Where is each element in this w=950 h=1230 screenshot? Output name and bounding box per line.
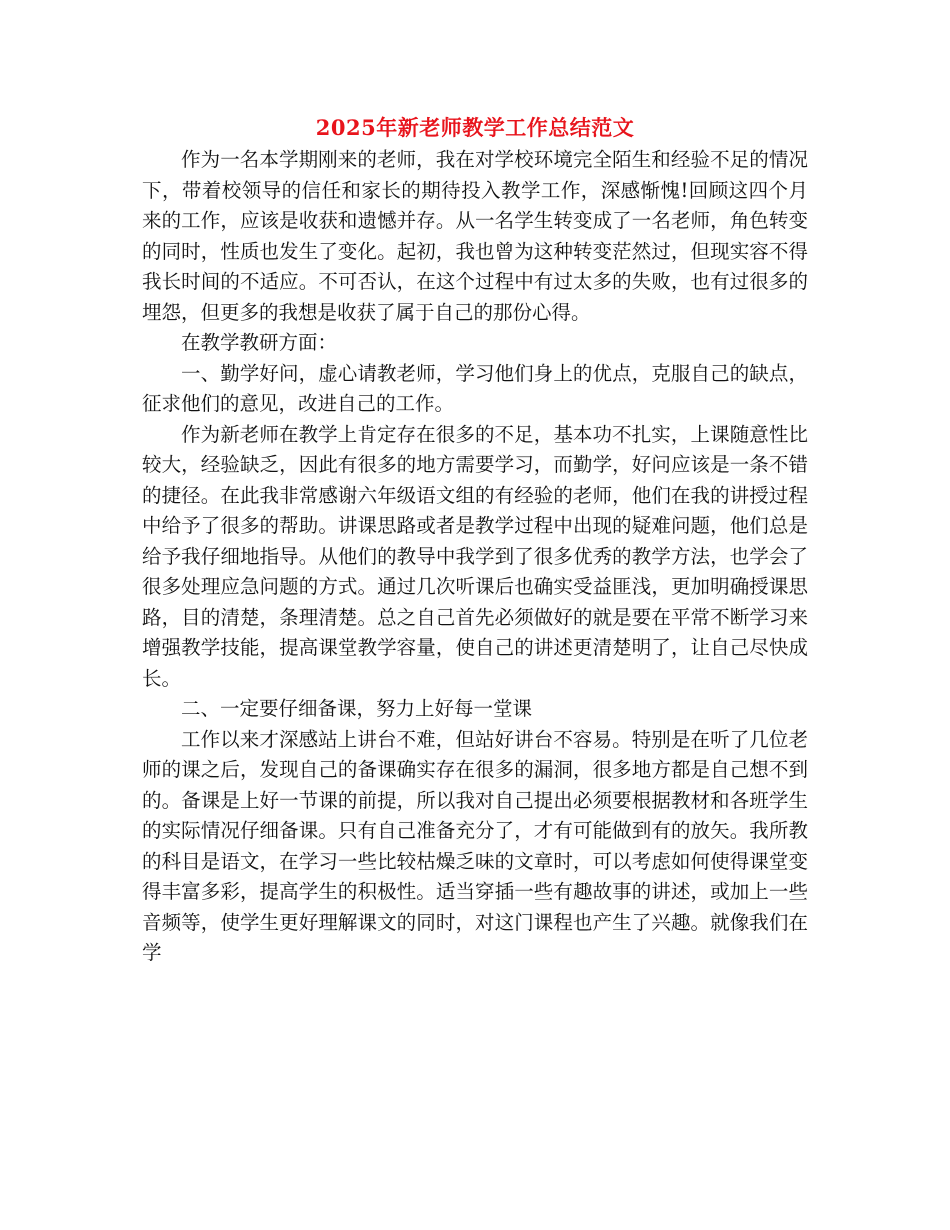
paragraph-point-one-detail: 作为新老师在教学上肯定存在很多的不足，基本功不扎实，上课随意性比较大，经验缺乏，因此有很多的地方需要学习，而勤学，好问应该是一条不错的捷径。在此我非常感谢六年级语文组的有经验的老师，他们在我的讲授过程中给予了很多的帮助。讲课思路或者是教学过程中出现的疑难问题，他们总是给予我仔细地指导。从他们的教导中我学到了很多优秀的教学方法，也学会了很多处理应急问题的方式。通过几次听课后也确实受益匪浅，更加明确授课思路，目的清楚，条理清楚。总之自己首先必须做好的就是要在平常不断学习来增强教学技能，提高课堂教学容量，使自己的讲述更清楚明了，让自己尽快成长。	[142, 422, 808, 690]
document-body	[142, 145, 808, 969]
paragraph-point-two-detail: 工作以来才深感站上讲台不难，但站好讲台不容易。特别是在听了几位老师的课之后，发现自己的备课确实存在很多的漏洞，很多地方都是自己想不到的。备课是上好一节课的前提，所以我对自己提出必须要根据教材和各班学生的实际情况仔细备课。只有自己准备充分了，才有可能做到有的放矢。我所教的科目是语文，在学习一些比较枯燥乏味的文章时，可以考虑如何使得课堂变得丰富多彩，提高学生的积极性。适当穿插一些有趣故事的讲述，或加上一些音频等，使学生更好理解课文的同时，对这门课程也产生了兴趣。就像我们在学	[142, 727, 808, 964]
paragraph-point-two: 二、一定要仔细备课，努力上好每一堂课	[181, 697, 533, 720]
paragraph-section-heading: 在教学教研方面：	[181, 331, 338, 354]
paragraph-intro: 作为一名本学期刚来的老师，我在对学校环境完全陌生和经验不足的情况下，带着校领导的信任和家长的期待投入教学工作，深感惭愧!回顾这四个月来的工作，应该是收获和遗憾并存。从一名学生转变成了一名老师，角色转变的同时，性质也发生了变化。起初，我也曾为这种转变茫然过，但现实容不得我长时间的不适应。不可否认，在这个过程中有过太多的失败，也有过很多的埋怨，但更多的我想是收获了属于自己的那份心得。	[142, 148, 808, 324]
document-title: 2025年新老师教学工作总结范文	[315, 115, 635, 140]
paragraph-point-one: 一、勤学好问，虚心请教老师，学习他们身上的优点，克服自己的缺点，征求他们的意见，改进自己的工作。	[142, 361, 808, 415]
